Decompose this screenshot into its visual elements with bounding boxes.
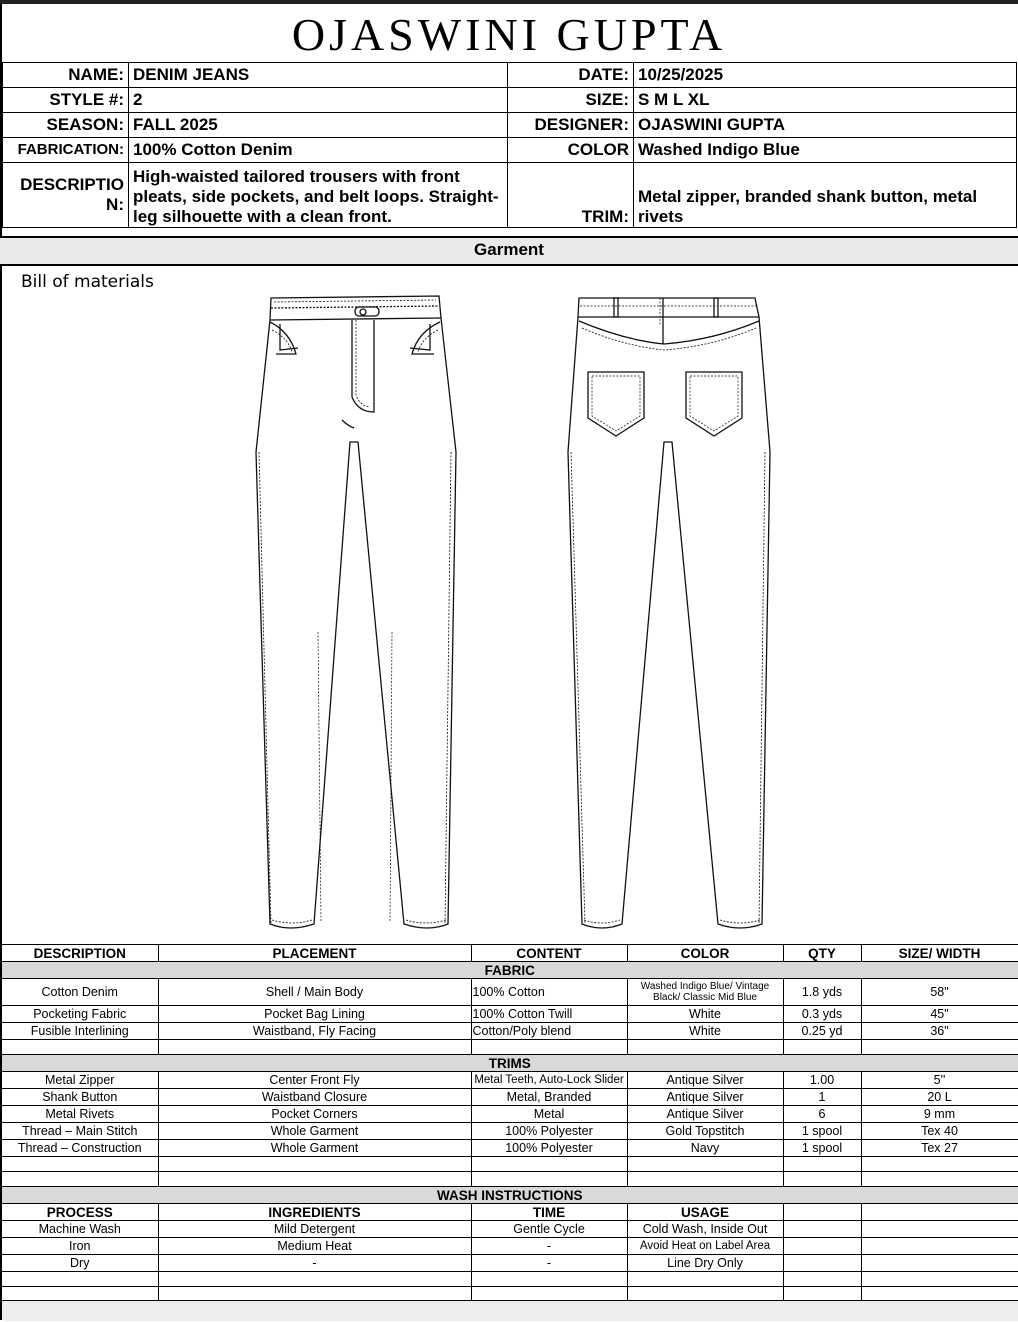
- col-size-width: SIZE/ WIDTH: [861, 945, 1018, 962]
- table-row: [2, 1023, 1018, 1040]
- cell-content: Metal Teeth, Auto-Lock Slider: [471, 1072, 627, 1089]
- date-value: 10/25/2025: [634, 63, 1017, 88]
- cell-description: Cotton Denim: [2, 979, 158, 1006]
- size-label: SIZE:: [508, 88, 634, 113]
- cell-content: 100% Polyester: [471, 1140, 627, 1157]
- fabrication-label: FABRICATION:: [3, 138, 129, 163]
- cell-process: Machine Wash: [2, 1221, 158, 1238]
- header-row-fabrication: [3, 138, 1017, 163]
- cell-placement: Pocket Bag Lining: [158, 1006, 471, 1023]
- cell-color: Antique Silver: [627, 1106, 783, 1123]
- cell-time: -: [471, 1238, 627, 1255]
- cell-process: Dry: [2, 1255, 158, 1272]
- cell-usage: Line Dry Only: [627, 1255, 783, 1272]
- col-color: COLOR: [627, 945, 783, 962]
- blank-row: [2, 1157, 1018, 1172]
- bill-of-materials-label: Bill of materials: [21, 272, 154, 292]
- cell-qty: 1: [783, 1089, 861, 1106]
- col-process: PROCESS: [2, 1204, 158, 1221]
- cell-qty: 1 spool: [783, 1123, 861, 1140]
- cell-color: White: [627, 1023, 783, 1040]
- cell-placement: Center Front Fly: [158, 1072, 471, 1089]
- cell-placement: Waistband Closure: [158, 1089, 471, 1106]
- date-label: DATE:: [508, 63, 634, 88]
- cell-content: Metal: [471, 1106, 627, 1123]
- top-border: [0, 0, 1018, 4]
- cell-size: 20 L: [861, 1089, 1018, 1106]
- wash-section-title: WASH INSTRUCTIONS: [2, 1187, 1018, 1204]
- color-label: COLOR: [508, 138, 634, 163]
- season-label: SEASON:: [3, 113, 129, 138]
- cell-description: Metal Rivets: [2, 1106, 158, 1123]
- bill-of-materials-table: [2, 944, 1018, 1302]
- cell-qty: 6: [783, 1106, 861, 1123]
- cell-description: Metal Zipper: [2, 1072, 158, 1089]
- cell-description: Shank Button: [2, 1089, 158, 1106]
- description-label-line1: DESCRIPTIO: [20, 175, 124, 194]
- table-row: [2, 1089, 1018, 1106]
- cell-placement: Waistband, Fly Facing: [158, 1023, 471, 1040]
- cell-color: Antique Silver: [627, 1089, 783, 1106]
- style-value: 2: [129, 88, 508, 113]
- cell-description: Thread – Main Stitch: [2, 1123, 158, 1140]
- cell-content: 100% Polyester: [471, 1123, 627, 1140]
- cell-ingredients: Medium Heat: [158, 1238, 471, 1255]
- cell-color: White: [627, 1006, 783, 1023]
- trim-value: Metal zipper, branded shank button, metal rivets: [634, 163, 1017, 228]
- cell-usage: Cold Wash, Inside Out: [627, 1221, 783, 1238]
- cell-qty: 1 spool: [783, 1140, 861, 1157]
- season-value: FALL 2025: [129, 113, 508, 138]
- designer-title: OJASWINI GUPTA: [291, 9, 727, 60]
- cell-time: -: [471, 1255, 627, 1272]
- table-row: [2, 979, 1018, 1006]
- cell-size: 5'': [861, 1072, 1018, 1089]
- description-value: High-waisted tailored trousers with front pleats, side pockets, and belt loops. Straight-leg silhouette with a clean front.: [129, 163, 508, 228]
- table-row: [2, 1238, 1018, 1255]
- fabric-section-title: FABRIC: [2, 962, 1018, 979]
- table-row: [2, 1106, 1018, 1123]
- table-row: [2, 1123, 1018, 1140]
- designer-label: DESIGNER:: [508, 113, 634, 138]
- header-row-name: [3, 63, 1017, 88]
- blank-row: [2, 1040, 1018, 1055]
- col-usage: USAGE: [627, 1204, 783, 1221]
- col-ingredients: INGREDIENTS: [158, 1204, 471, 1221]
- bom-header-row: [2, 945, 1018, 962]
- cell-qty: 1.00: [783, 1072, 861, 1089]
- cell-content: Metal, Branded: [471, 1089, 627, 1106]
- cell-placement: Shell / Main Body: [158, 979, 471, 1006]
- header-row-style: [3, 88, 1017, 113]
- cell-process: Iron: [2, 1238, 158, 1255]
- header-row-description: [3, 163, 1017, 228]
- cell-time: Gentle Cycle: [471, 1221, 627, 1238]
- trim-label: TRIM:: [508, 163, 634, 228]
- cell-usage: Avoid Heat on Label Area: [627, 1238, 783, 1255]
- description-label-line2: N:: [106, 195, 124, 214]
- trims-section-row: [2, 1055, 1018, 1072]
- cell-color: Washed Indigo Blue/ Vintage Black/ Classic Mid Blue: [627, 979, 783, 1006]
- wash-section-row: [2, 1187, 1018, 1204]
- col-content: CONTENT: [471, 945, 627, 962]
- spec-header-table: [2, 62, 1017, 228]
- col-description: DESCRIPTION: [2, 945, 158, 962]
- color-value: Washed Indigo Blue: [634, 138, 1017, 163]
- cell-size: Tex 40: [861, 1123, 1018, 1140]
- blank-row: [2, 1172, 1018, 1187]
- cell-content: 100% Cotton: [471, 979, 627, 1006]
- style-label: STYLE #:: [3, 88, 129, 113]
- cell-description: Pocketing Fabric: [2, 1006, 158, 1023]
- table-row: [2, 1072, 1018, 1089]
- cell-ingredients: -: [158, 1255, 471, 1272]
- table-row: [2, 1255, 1018, 1272]
- table-row: [2, 1221, 1018, 1238]
- cell-description: Fusible Interlining: [2, 1023, 158, 1040]
- cell-content: Cotton/Poly blend: [471, 1023, 627, 1040]
- cell-description: Thread – Construction: [2, 1140, 158, 1157]
- jeans-front-flat-sketch: [250, 292, 460, 934]
- col-placement: PLACEMENT: [158, 945, 471, 962]
- cell-size: Tex 27: [861, 1140, 1018, 1157]
- wash-header-row: [2, 1204, 1018, 1221]
- fabric-section-row: [2, 962, 1018, 979]
- cell-qty: 0.25 yd: [783, 1023, 861, 1040]
- bottom-footer-band: [2, 1300, 1018, 1321]
- cell-color: Antique Silver: [627, 1072, 783, 1089]
- trims-section-title: TRIMS: [2, 1055, 1018, 1072]
- jeans-back-flat-sketch: [564, 292, 774, 934]
- table-row: [2, 1140, 1018, 1157]
- cell-content: 100% Cotton Twill: [471, 1006, 627, 1023]
- cell-color: Gold Topstitch: [627, 1123, 783, 1140]
- cell-placement: Pocket Corners: [158, 1106, 471, 1123]
- cell-placement: Whole Garment: [158, 1123, 471, 1140]
- cell-ingredients: Mild Detergent: [158, 1221, 471, 1238]
- name-label: NAME:: [3, 63, 129, 88]
- col-qty: QTY: [783, 945, 861, 962]
- cell-size: 36": [861, 1023, 1018, 1040]
- cell-placement: Whole Garment: [158, 1140, 471, 1157]
- garment-section-title: Garment: [0, 236, 1018, 266]
- description-label: [3, 163, 129, 228]
- blank-row: [2, 1272, 1018, 1287]
- header-row-season: [3, 113, 1017, 138]
- table-row: [2, 1006, 1018, 1023]
- cell-size: 58": [861, 979, 1018, 1006]
- name-value: DENIM JEANS: [129, 63, 508, 88]
- cell-color: Navy: [627, 1140, 783, 1157]
- col-time: TIME: [471, 1204, 627, 1221]
- fabrication-value: 100% Cotton Denim: [129, 138, 508, 163]
- size-value: S M L XL: [634, 88, 1017, 113]
- designer-value: OJASWINI GUPTA: [634, 113, 1017, 138]
- cell-size: 9 mm: [861, 1106, 1018, 1123]
- cell-qty: 0.3 yds: [783, 1006, 861, 1023]
- cell-qty: 1.8 yds: [783, 979, 861, 1006]
- cell-size: 45": [861, 1006, 1018, 1023]
